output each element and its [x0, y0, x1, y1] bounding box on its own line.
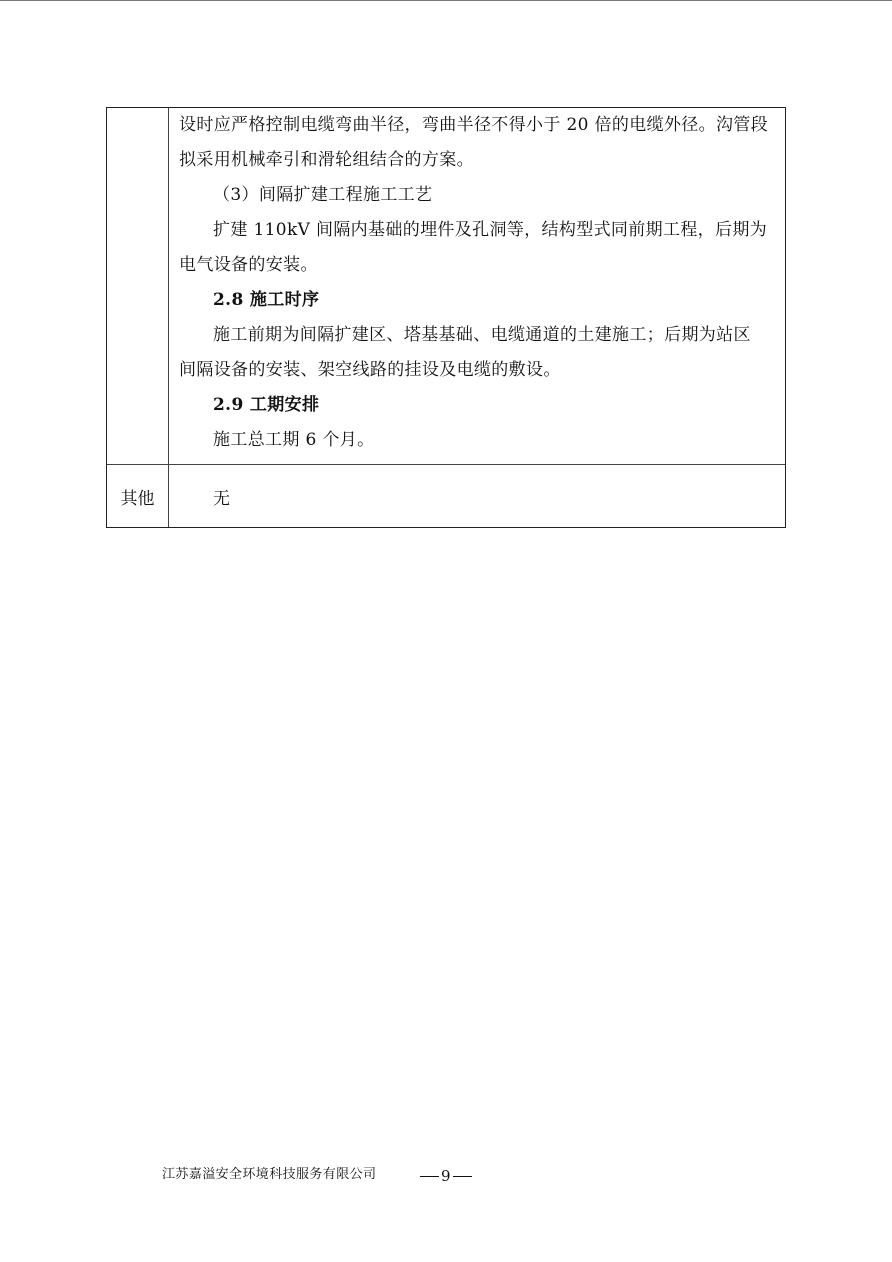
- section-heading-2-8: 2.8 施工时序: [213, 290, 320, 310]
- page-top-border: [0, 0, 892, 1]
- row-value-other: 无: [213, 488, 230, 509]
- paragraph-line: 拟采用机械牵引和滑轮组结合的方案。: [179, 150, 474, 170]
- page-number-dash-right: [453, 1176, 472, 1177]
- footer-company-name: 江苏嘉溢安全环境科技服务有限公司: [162, 1167, 377, 1182]
- paragraph-line: 施工总工期 6 个月。: [213, 430, 375, 450]
- content-table: [106, 107, 786, 528]
- paragraph-line: 间隔设备的安装、架空线路的挂设及电缆的敷设。: [179, 360, 561, 380]
- row-label-other: 其他: [107, 465, 169, 527]
- table-row-other: [107, 464, 785, 527]
- paragraph-line: 扩建 110kV 间隔内基础的埋件及孔洞等，结构型式同前期工程，后期为: [213, 220, 768, 240]
- page-number: 9: [441, 1167, 451, 1185]
- row-content: [169, 108, 785, 464]
- paragraph-line: 电气设备的安装。: [179, 255, 318, 275]
- row-label-empty: [107, 108, 169, 464]
- paragraph-line: 设时应严格控制电缆弯曲半径，弯曲半径不得小于 20 倍的电缆外径。沟管段: [179, 115, 769, 135]
- footer-page-number: [420, 1167, 472, 1185]
- table-row-construction: [107, 108, 785, 464]
- subsection-title: （3）间隔扩建工程施工工艺: [213, 185, 433, 205]
- paragraph-line: 施工前期为间隔扩建区、塔基基础、电缆通道的土建施工；后期为站区: [213, 325, 751, 345]
- section-heading-2-9: 2.9 工期安排: [213, 395, 320, 415]
- page-number-dash-left: [420, 1176, 439, 1177]
